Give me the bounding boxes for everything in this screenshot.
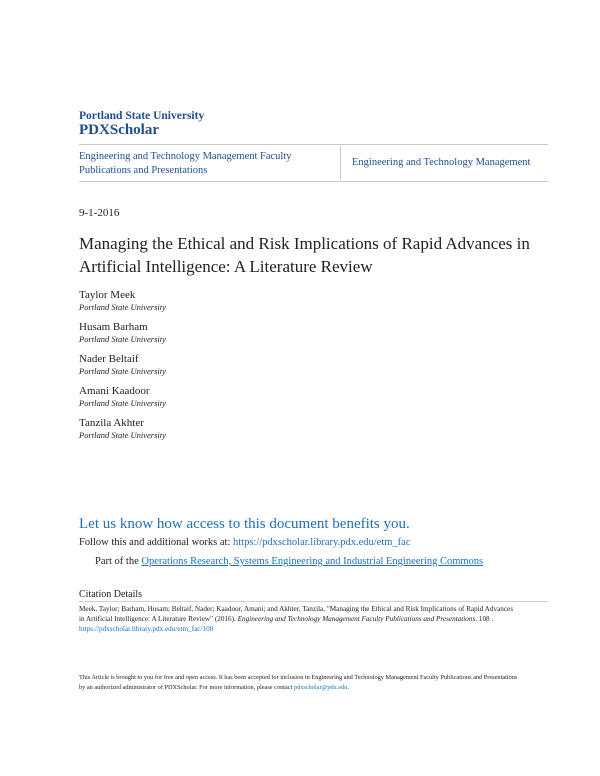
author-name: Husam Barham <box>79 321 148 333</box>
feedback-link[interactable]: Let us know how access to this document benefits you. <box>79 516 410 532</box>
follow-url-link[interactable]: https://pdxscholar.library.pdx.edu/etm_fac <box>233 537 411 548</box>
citation-main: Meek, Taylor; Barham, Husam; Beltaif, Nader; Kaadoor, Amani; and Akhter, Tanzila, "Managing the Ethical and Risk Implications of Rapid Advances in Artificial Intelligence: A Literature Review" (2016). <box>79 605 514 623</box>
citation-text <box>79 604 519 634</box>
author-entry <box>79 289 379 313</box>
citation-journal: Engineering and Technology Management Faculty Publications and Presentations <box>237 615 476 623</box>
author-name: Nader Beltaif <box>79 353 139 365</box>
author-affiliation: Portland State University <box>79 398 166 408</box>
author-list <box>79 289 379 449</box>
author-entry <box>79 385 379 409</box>
author-name: Taylor Meek <box>79 289 136 301</box>
contact-email-link[interactable]: pdxscholar@pdx.edu <box>293 683 348 691</box>
repository-name[interactable]: PDXScholar <box>79 122 159 138</box>
university-name: Portland State University <box>79 110 205 122</box>
author-entry <box>79 417 379 441</box>
notice-text: This Article is brought to you for free and open access. It has been accepted for inclusion in Engineering and Technology Management Faculty Publications and Presentations by an authorized administrator of PDXScholar. For more information, please contact <box>79 674 518 691</box>
author-name: Tanzila Akhter <box>79 417 144 429</box>
follow-line <box>79 537 411 548</box>
access-notice <box>79 673 519 692</box>
publication-date: 9-1-2016 <box>79 207 120 219</box>
collection-divider <box>340 146 341 180</box>
collection-link-faculty-publications[interactable]: Engineering and Technology Management Faculty Publications and Presentations <box>79 151 292 176</box>
author-affiliation: Portland State University <box>79 430 166 440</box>
author-name: Amani Kaadoor <box>79 385 150 397</box>
author-affiliation: Portland State University <box>79 302 166 312</box>
citation-url-link[interactable]: https://pdxscholar.library.pdx.edu/etm_fac/108 <box>79 625 214 633</box>
author-affiliation: Portland State University <box>79 366 166 376</box>
citation-number: . 108 . <box>475 615 494 623</box>
author-entry <box>79 353 379 377</box>
header-bottom-divider <box>79 181 548 182</box>
commons-link[interactable]: Operations Research, Systems Engineering and Industrial Engineering Commons <box>141 556 484 567</box>
header-top-divider <box>79 144 548 145</box>
article-title: Managing the Ethical and Risk Implications of Rapid Advances in Artificial Intelligence: A Literature Review <box>79 234 530 276</box>
citation-divider <box>79 601 548 602</box>
part-of-label: Part of the <box>95 556 139 567</box>
part-of-line <box>95 556 483 567</box>
author-entry <box>79 321 379 345</box>
citation-heading: Citation Details <box>79 589 143 600</box>
author-affiliation: Portland State University <box>79 334 166 344</box>
follow-label: Follow this and additional works at: <box>79 537 231 548</box>
collection-link-etm[interactable]: Engineering and Technology Management <box>352 157 531 168</box>
notice-end: . <box>347 683 350 691</box>
